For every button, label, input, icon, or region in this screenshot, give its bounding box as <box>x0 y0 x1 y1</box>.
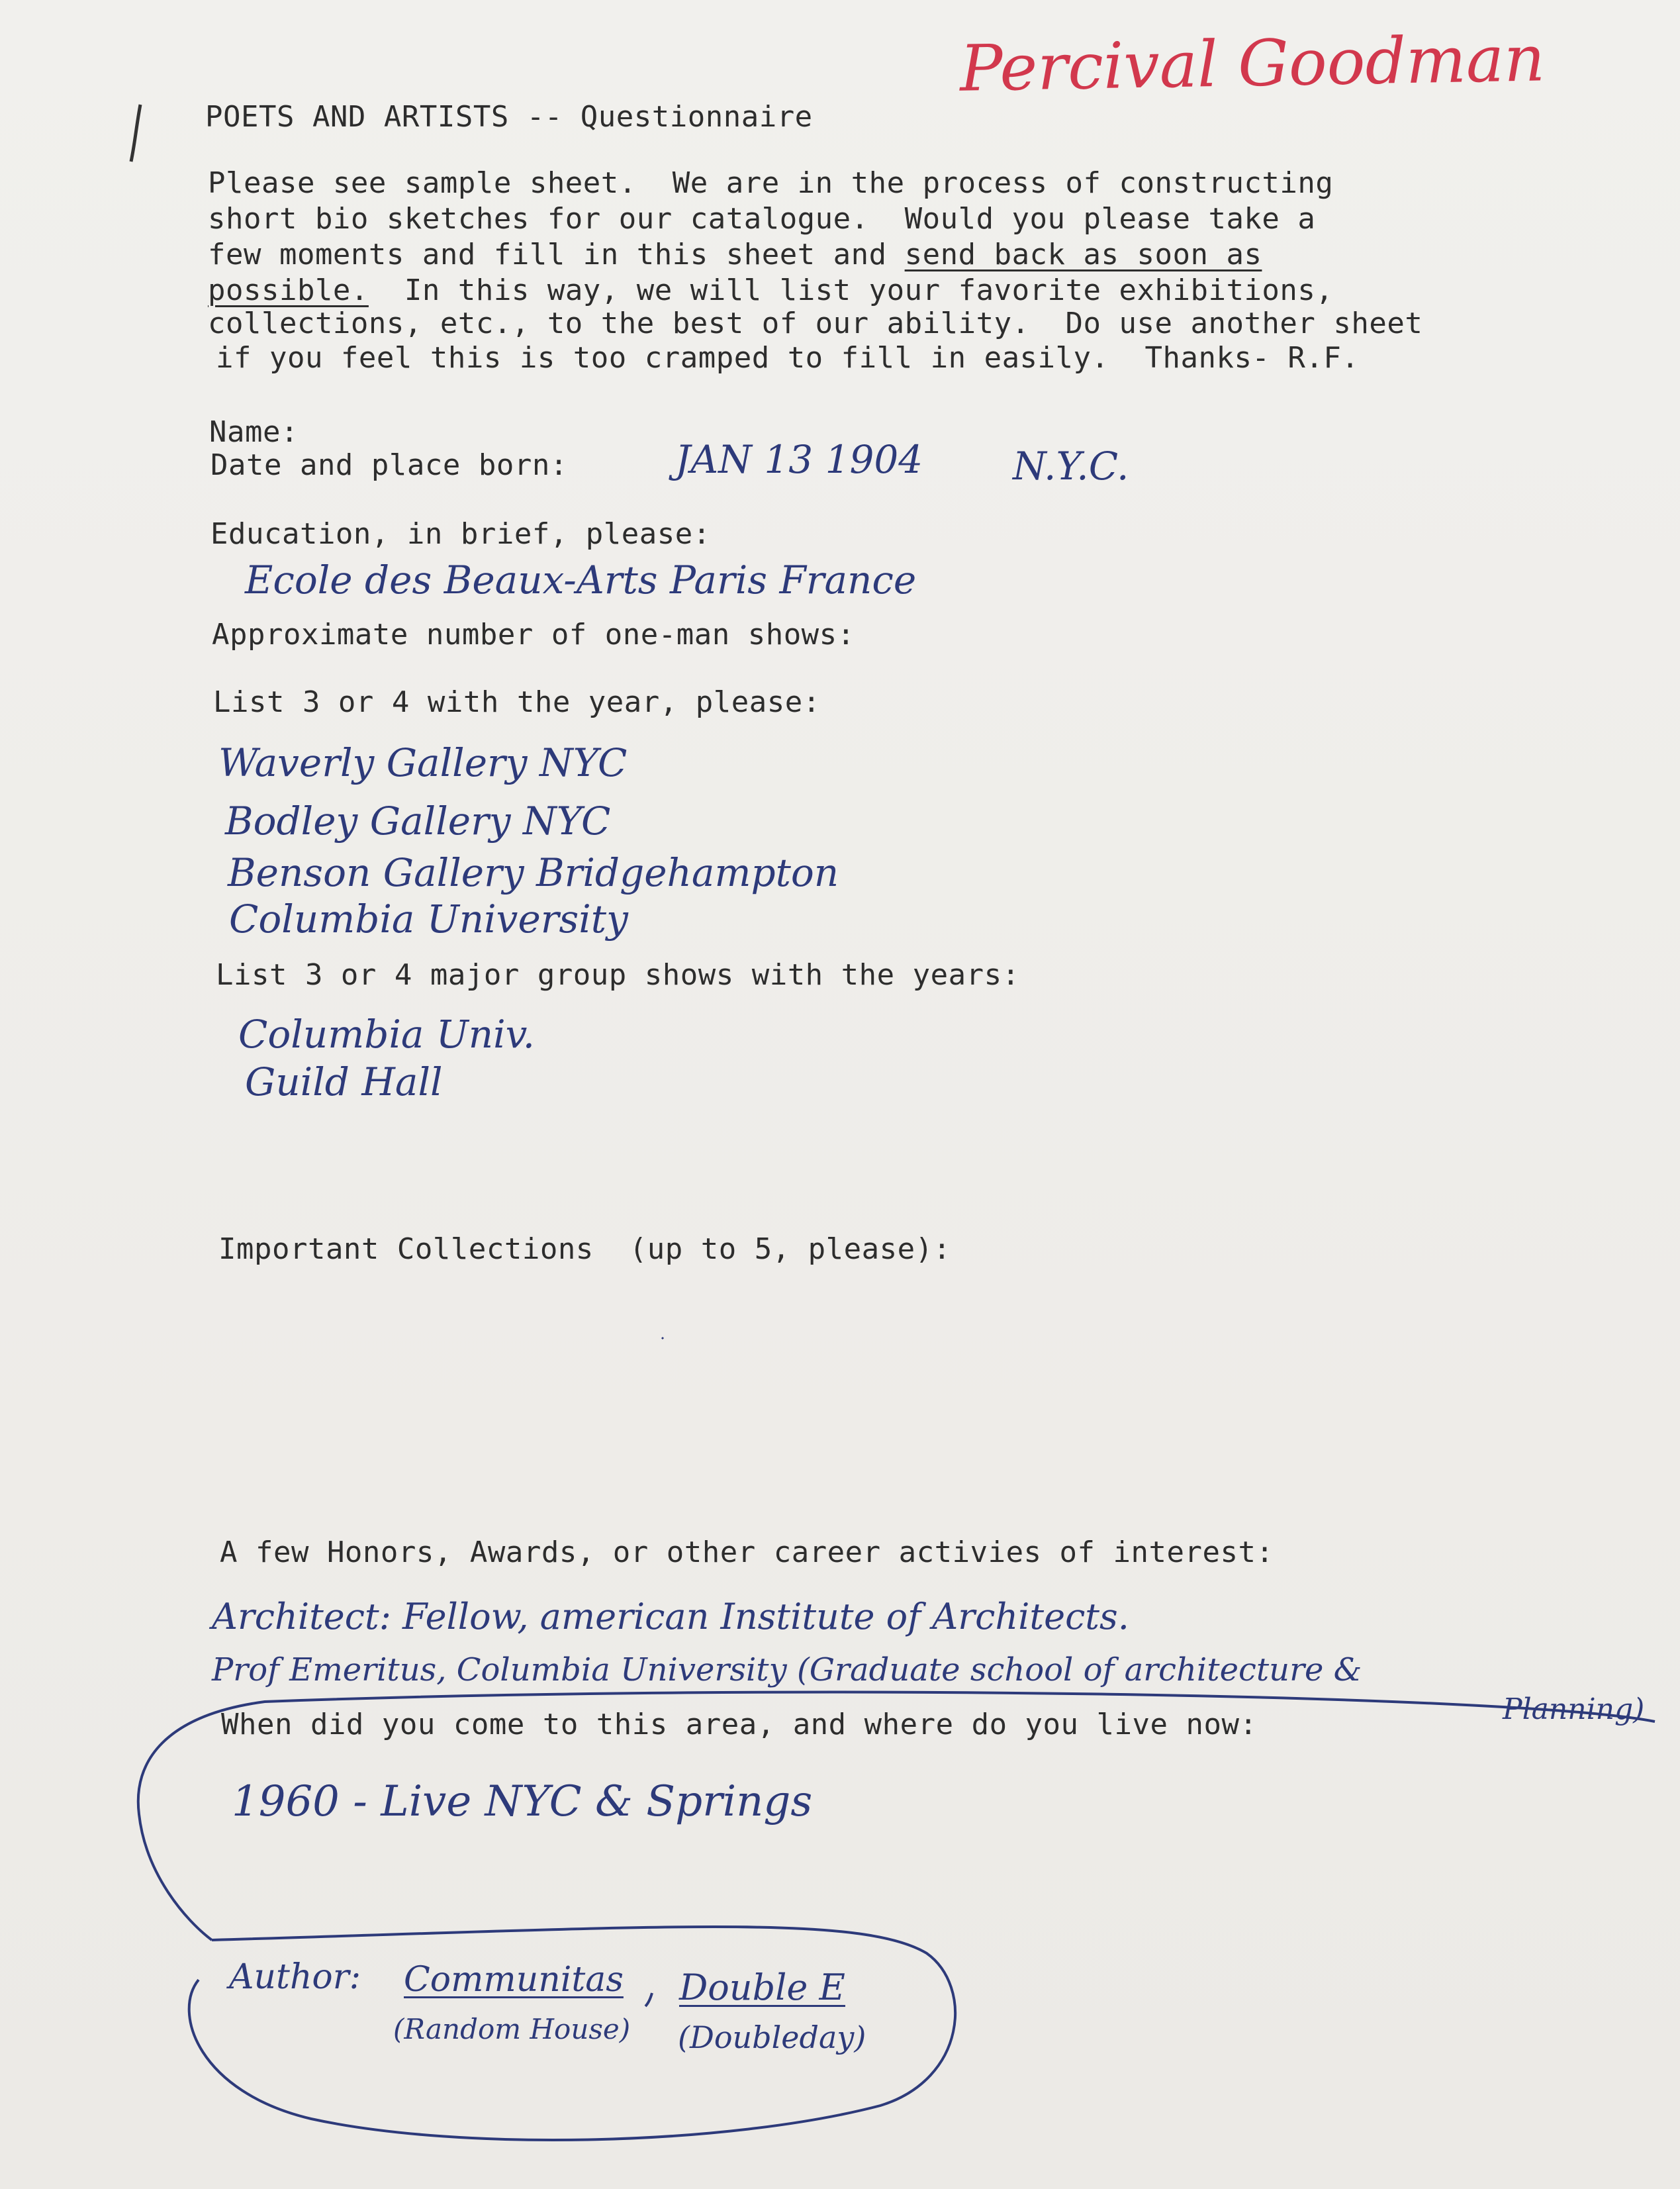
handwritten-education: Ecole des Beaux-Arts Paris France <box>245 558 917 603</box>
intro-line-4-text: In this way, we will list your favorite exhibitions, <box>368 273 1334 307</box>
staple-mark <box>131 105 140 162</box>
intro-line-6: if you feel this is too cramped to fill in easily. Thanks- R.F. <box>216 341 1360 375</box>
intro-line-1: Please see sample sheet. We are in the process of constructing <box>208 166 1334 200</box>
honors-label: A few Honors, Awards, or other career activies of interest: <box>220 1535 1274 1569</box>
handwritten-book-1-publisher: (Random House) <box>393 2013 631 2045</box>
handwritten-book-2-publisher: (Doubleday) <box>678 2019 866 2055</box>
education-label: Education, in brief, please: <box>210 517 711 551</box>
name-label: Name: <box>209 415 299 449</box>
handwritten-born-place: N.Y.C. <box>1013 444 1129 489</box>
comma-mark <box>645 1993 652 2006</box>
one-man-shows-label: Approximate number of one-man shows: <box>212 618 855 652</box>
handwritten-honors-2: Prof Emeritus, Columbia University (Graduate school of architecture & <box>212 1651 1362 1688</box>
handwritten-author-label: Author: <box>229 1957 361 1997</box>
handwritten-area: 1960 - Live NYC & Springs <box>232 1777 813 1826</box>
handwritten-name: Percival Goodman <box>959 21 1546 106</box>
handwritten-honors-1: Architect: Fellow, american Institute of Architects. <box>212 1596 1129 1637</box>
intro-line-3-text: few moments and fill in this sheet and <box>208 238 905 271</box>
author-enclosing-loop <box>189 1927 955 2140</box>
handwritten-one-man-show-2: Bodley Gallery NYC <box>225 799 611 844</box>
handwritten-group-show-1: Columbia Univ. <box>238 1012 535 1057</box>
handwritten-one-man-show-1: Waverly Gallery NYC <box>218 740 628 785</box>
group-shows-label: List 3 or 4 major group shows with the years: <box>216 958 1020 992</box>
born-label: Date and place born: <box>210 448 568 482</box>
intro-line-2: short bio sketches for our catalogue. Would you please take a <box>208 202 1316 236</box>
handwritten-honors-3: Planning) <box>1503 1692 1645 1726</box>
collections-label: Important Collections (up to 5, please): <box>218 1232 951 1266</box>
area-enclosing-loop <box>138 1692 1655 1940</box>
intro-line-5: collections, etc., to the best of our ability. Do use another sheet <box>208 307 1423 340</box>
form-heading: POETS AND ARTISTS -- Questionnaire <box>205 100 813 134</box>
intro-underlined-possible: possible. <box>208 273 369 307</box>
handwritten-one-man-show-3: Benson Gallery Bridgehampton <box>228 850 839 895</box>
honors-separator-stroke <box>662 1338 663 1339</box>
handwritten-group-show-2: Guild Hall <box>245 1059 443 1104</box>
handwritten-one-man-show-4: Columbia University <box>229 897 628 942</box>
list-shows-label: List 3 or 4 with the year, please: <box>213 685 821 719</box>
area-label: When did you come to this area, and where do you live now: <box>221 1708 1258 1741</box>
intro-underlined-send-back: send back as soon as <box>904 238 1262 271</box>
handwritten-book-1-title: Communitas <box>404 1960 624 2000</box>
handwritten-born-date: JAN 13 1904 <box>675 437 923 482</box>
handwritten-book-2-title: Double E <box>679 1967 845 2008</box>
